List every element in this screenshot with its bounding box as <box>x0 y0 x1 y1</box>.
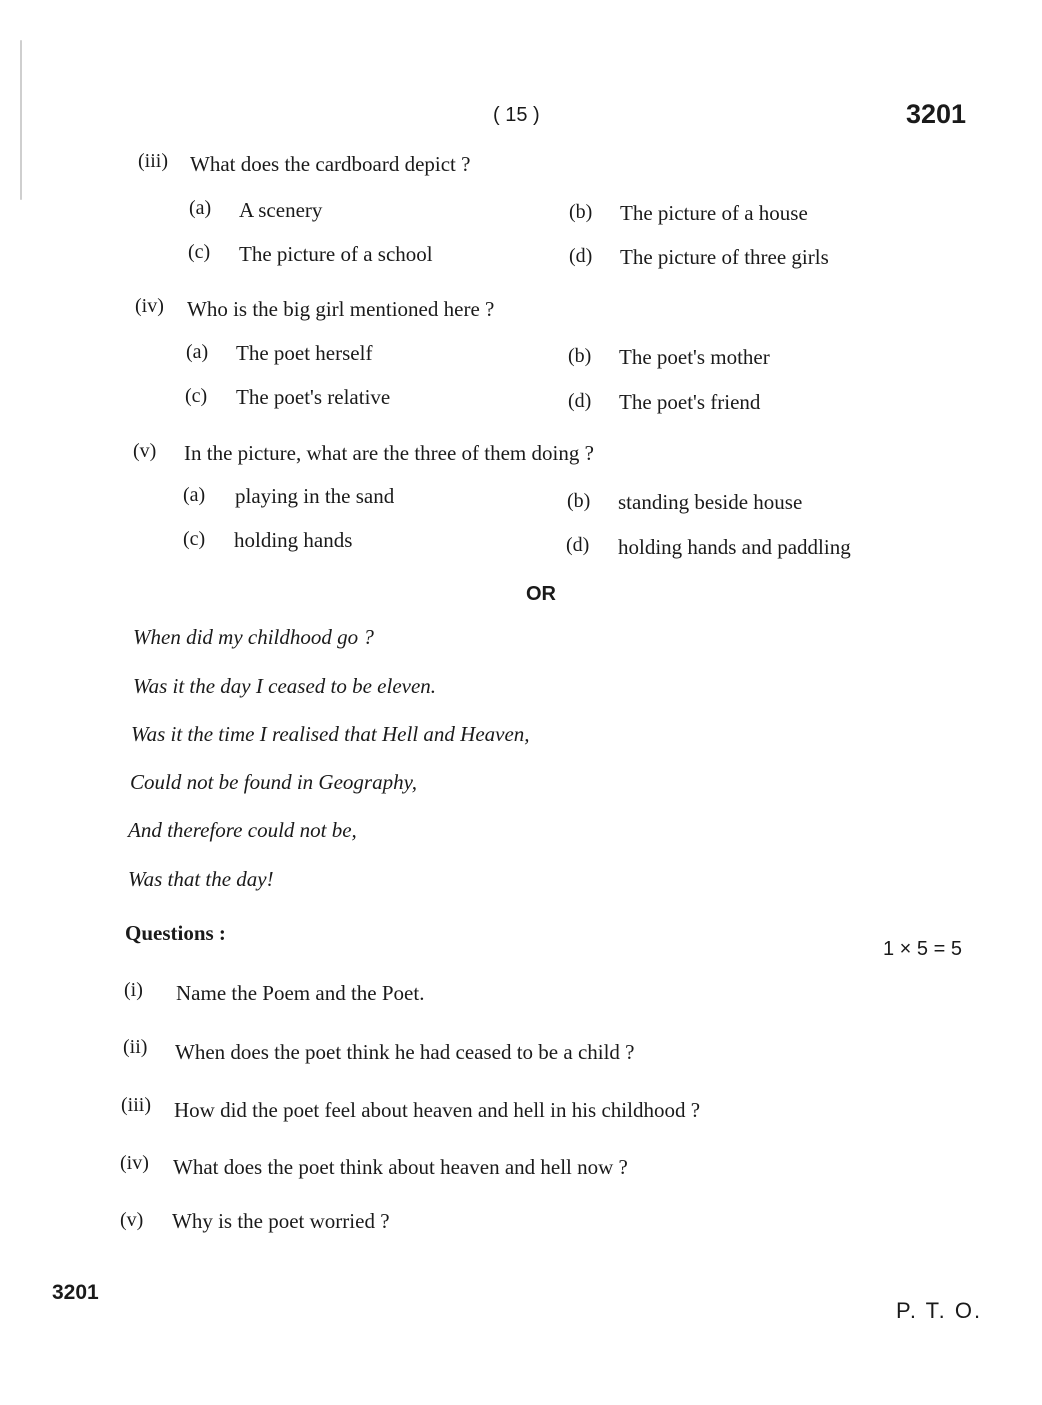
option-label: (b) <box>569 201 593 223</box>
option-text: holding hands <box>234 528 353 552</box>
option-text: The picture of three girls <box>620 245 829 269</box>
option-label: (c) <box>183 528 206 550</box>
option-label: (d) <box>569 245 593 267</box>
option-text: The poet's friend <box>619 390 761 414</box>
option-text: The poet's relative <box>236 385 391 409</box>
question-number: (v) <box>120 1209 144 1231</box>
question-number: (i) <box>124 979 143 1001</box>
question-text: What does the cardboard depict ? <box>190 152 471 176</box>
option-label: (a) <box>186 341 209 363</box>
question-text: In the picture, what are the three of them doing ? <box>184 441 594 465</box>
question-text: Who is the big girl mentioned here ? <box>187 297 495 321</box>
question-number: (v) <box>133 440 157 462</box>
question-text: Why is the poet worried ? <box>172 1209 390 1233</box>
option-text: The picture of a house <box>620 201 808 225</box>
or-divider-label: OR <box>526 583 556 605</box>
question-text: How did the poet feel about heaven and hell in his childhood ? <box>174 1098 701 1122</box>
option-label: (d) <box>568 390 592 412</box>
question-number: (iv) <box>135 295 164 317</box>
poem-line: Was it the time I realised that Hell and Heaven, <box>131 722 530 746</box>
poem-line: And therefore could not be, <box>128 818 357 842</box>
option-text: The poet herself <box>236 341 373 365</box>
marks-allocation: 1 × 5 = 5 <box>883 938 962 960</box>
option-label: (a) <box>189 197 212 219</box>
poem-line: When did my childhood go ? <box>133 625 374 649</box>
questions-heading: Questions : <box>125 921 226 945</box>
option-label: (b) <box>567 490 591 512</box>
paper-code-footer: 3201 <box>52 1281 99 1304</box>
option-text: The picture of a school <box>239 242 433 266</box>
question-number: (ii) <box>123 1036 148 1058</box>
option-label: (c) <box>185 385 208 407</box>
option-label: (c) <box>188 241 211 263</box>
please-turn-over: P. T. O. <box>896 1298 983 1323</box>
option-text: standing beside house <box>618 490 803 514</box>
question-number: (iv) <box>120 1152 149 1174</box>
option-text: A scenery <box>239 198 323 222</box>
option-text: holding hands and paddling <box>618 535 851 559</box>
poem-line: Was that the day! <box>128 867 274 891</box>
option-label: (d) <box>566 534 590 556</box>
question-number: (iii) <box>138 150 168 172</box>
scan-edge-mark <box>20 40 22 200</box>
page-number: ( 15 ) <box>493 104 540 126</box>
poem-line: Was it the day I ceased to be eleven. <box>133 674 437 698</box>
option-label: (b) <box>568 345 592 367</box>
question-text: When does the poet think he had ceased to be a child ? <box>175 1040 635 1064</box>
option-text: playing in the sand <box>235 484 395 508</box>
question-text: Name the Poem and the Poet. <box>176 981 425 1005</box>
question-number: (iii) <box>121 1094 151 1116</box>
paper-code-header: 3201 <box>906 99 967 129</box>
question-text: What does the poet think about heaven and hell now ? <box>173 1155 628 1179</box>
poem-line: Could not be found in Geography, <box>130 770 417 794</box>
option-label: (a) <box>183 484 206 506</box>
option-text: The poet's mother <box>619 345 770 369</box>
